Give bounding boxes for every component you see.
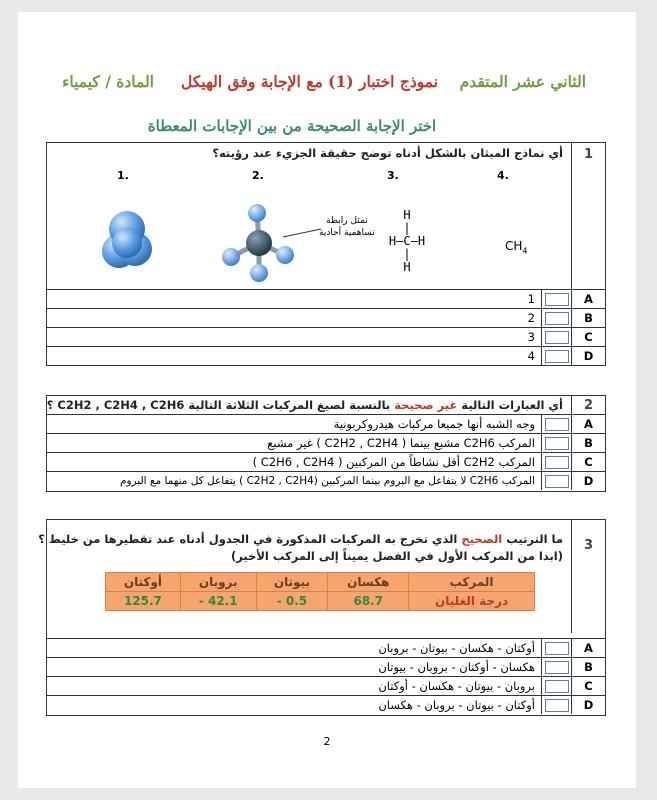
methane-models [47, 165, 571, 275]
model-label-4: 4. [497, 169, 509, 182]
question-1 [46, 142, 606, 366]
option-letter: A [571, 290, 605, 308]
option-letter: C [571, 677, 605, 695]
answer-checkbox[interactable] [541, 696, 571, 714]
answer-checkbox[interactable] [541, 290, 571, 308]
boiling-point-table [105, 572, 535, 611]
option-letter: B [571, 658, 605, 676]
option-row[interactable] [47, 676, 605, 695]
option-row[interactable] [47, 638, 605, 657]
exam-header [58, 72, 586, 91]
question-number: 1 [571, 143, 605, 289]
answer-checkbox[interactable] [541, 658, 571, 676]
table-cell: أوكتان [106, 573, 181, 592]
answer-checkbox[interactable] [541, 677, 571, 695]
option-letter: B [571, 309, 605, 327]
answer-checkbox[interactable] [541, 347, 571, 365]
table-cell: بروبان [180, 573, 256, 592]
table-cell: 125.7 [106, 592, 181, 611]
subject-label: المادة / كيمياء [62, 72, 154, 91]
option-letter: D [571, 472, 605, 490]
answer-checkbox[interactable] [541, 415, 571, 433]
option-row[interactable] [47, 433, 605, 452]
answer-checkbox[interactable] [541, 472, 571, 490]
answer-checkbox[interactable] [541, 434, 571, 452]
option-letter: D [571, 696, 605, 714]
option-text: أوكتان - هكسان - بيوتان - بروبان [378, 641, 535, 655]
option-text: 2 [527, 311, 535, 325]
option-text: 1 [527, 292, 535, 306]
option-row[interactable] [47, 346, 605, 365]
answer-checkbox[interactable] [541, 453, 571, 471]
exam-page [18, 12, 636, 788]
annotation-arrow [279, 223, 324, 243]
option-text: هكسان - أوكتان - بروبان - بيوتان [378, 660, 535, 674]
page-number: 2 [323, 735, 331, 748]
table-cell: 68.7 [328, 592, 409, 611]
question-subtext: (ابدا من المركب الأول في الفصل يميناً إلى المركب الأخير) [230, 549, 563, 563]
option-letter: A [571, 415, 605, 433]
question-number: 3 [571, 520, 605, 633]
answer-checkbox[interactable] [541, 639, 571, 657]
option-row[interactable] [47, 452, 605, 471]
structural-formula: H | H–C–H | H [388, 208, 426, 274]
question-2 [46, 395, 606, 492]
table-cell: هكسان [328, 573, 409, 592]
table-cell: - 42.1 [180, 592, 256, 611]
question-number: 2 [571, 396, 605, 415]
option-letter: C [571, 453, 605, 471]
option-letter: B [571, 434, 605, 452]
option-row[interactable] [47, 289, 605, 308]
grade-label: الثاني عشر المتقدم [459, 72, 586, 91]
molecular-formula: $CH_4$ [505, 239, 528, 256]
question-text: ما الترتيب الصحيح الذي تخرج به المركبات المذكورة في الجدول أدناه عند تقطيرها من خليط ؟ [38, 532, 563, 546]
table-header-compound: المركب [409, 573, 535, 592]
option-row[interactable] [47, 657, 605, 676]
answer-checkbox[interactable] [541, 328, 571, 346]
option-letter: C [571, 328, 605, 346]
option-text: 3 [527, 330, 535, 344]
option-text: المركب C2H2 أقل نشاطاً من المركبين ( C2H6 , C2H4 ) [252, 455, 535, 469]
model-label-1: 1. [117, 169, 129, 182]
option-letter: A [571, 639, 605, 657]
ball-and-stick-model-icon [219, 201, 299, 285]
option-text: 4 [527, 349, 535, 363]
table-cell: - 0.5 [256, 592, 328, 611]
table-header-boiling-point: درجة الغليان [409, 592, 535, 611]
option-row[interactable] [47, 695, 605, 714]
model-label-2: 2. [252, 169, 264, 182]
option-text: بروبان - بيوتان - هكسان - أوكتان [378, 679, 535, 693]
option-letter: D [571, 347, 605, 365]
answer-checkbox[interactable] [541, 309, 571, 327]
option-row[interactable] [47, 308, 605, 327]
bond-annotation: تمثل رابطة تساهمية أحادية [319, 216, 375, 238]
option-row[interactable] [47, 471, 605, 490]
model-label-3: 3. [387, 169, 399, 182]
question-text: أي العبارات التالية غير صحيحة بالنسبة لصيغ المركبات الثلاثة التالية C2H2 , C2H4 , C2H6 ؟ [46, 398, 563, 412]
question-3 [38, 519, 606, 716]
table-cell: بيوتان [256, 573, 328, 592]
instruction-text: اختر الإجابة الصحيحة من بين الإجابات المعطاة [147, 117, 437, 135]
exam-title: نموذج اختبار (1) مع الإجابة وفق الهيكل [180, 72, 439, 91]
option-row[interactable] [47, 414, 605, 433]
question-text: أي نماذج الميثان بالشكل أدناه توضح حقيقة الجزيء عند رؤيته؟ [212, 146, 563, 160]
option-row[interactable] [47, 327, 605, 346]
option-text: المركب C2H6 لا يتفاعل مع البروم بينما المركبين (C2H2 , C2H4 ) يتفاعل كل منهما مع البروم [119, 475, 535, 487]
space-filling-model-icon [97, 205, 157, 275]
option-text: المركب C2H6 مشبع بينما ( C2H2 , C2H4 ) غير مشبع [267, 436, 535, 450]
option-text: وجه الشبه أنها جميعا مركبات هيدروكربونية [333, 417, 535, 431]
option-text: أوكتان - بيوتان - بروبان - هكسان [378, 698, 535, 712]
